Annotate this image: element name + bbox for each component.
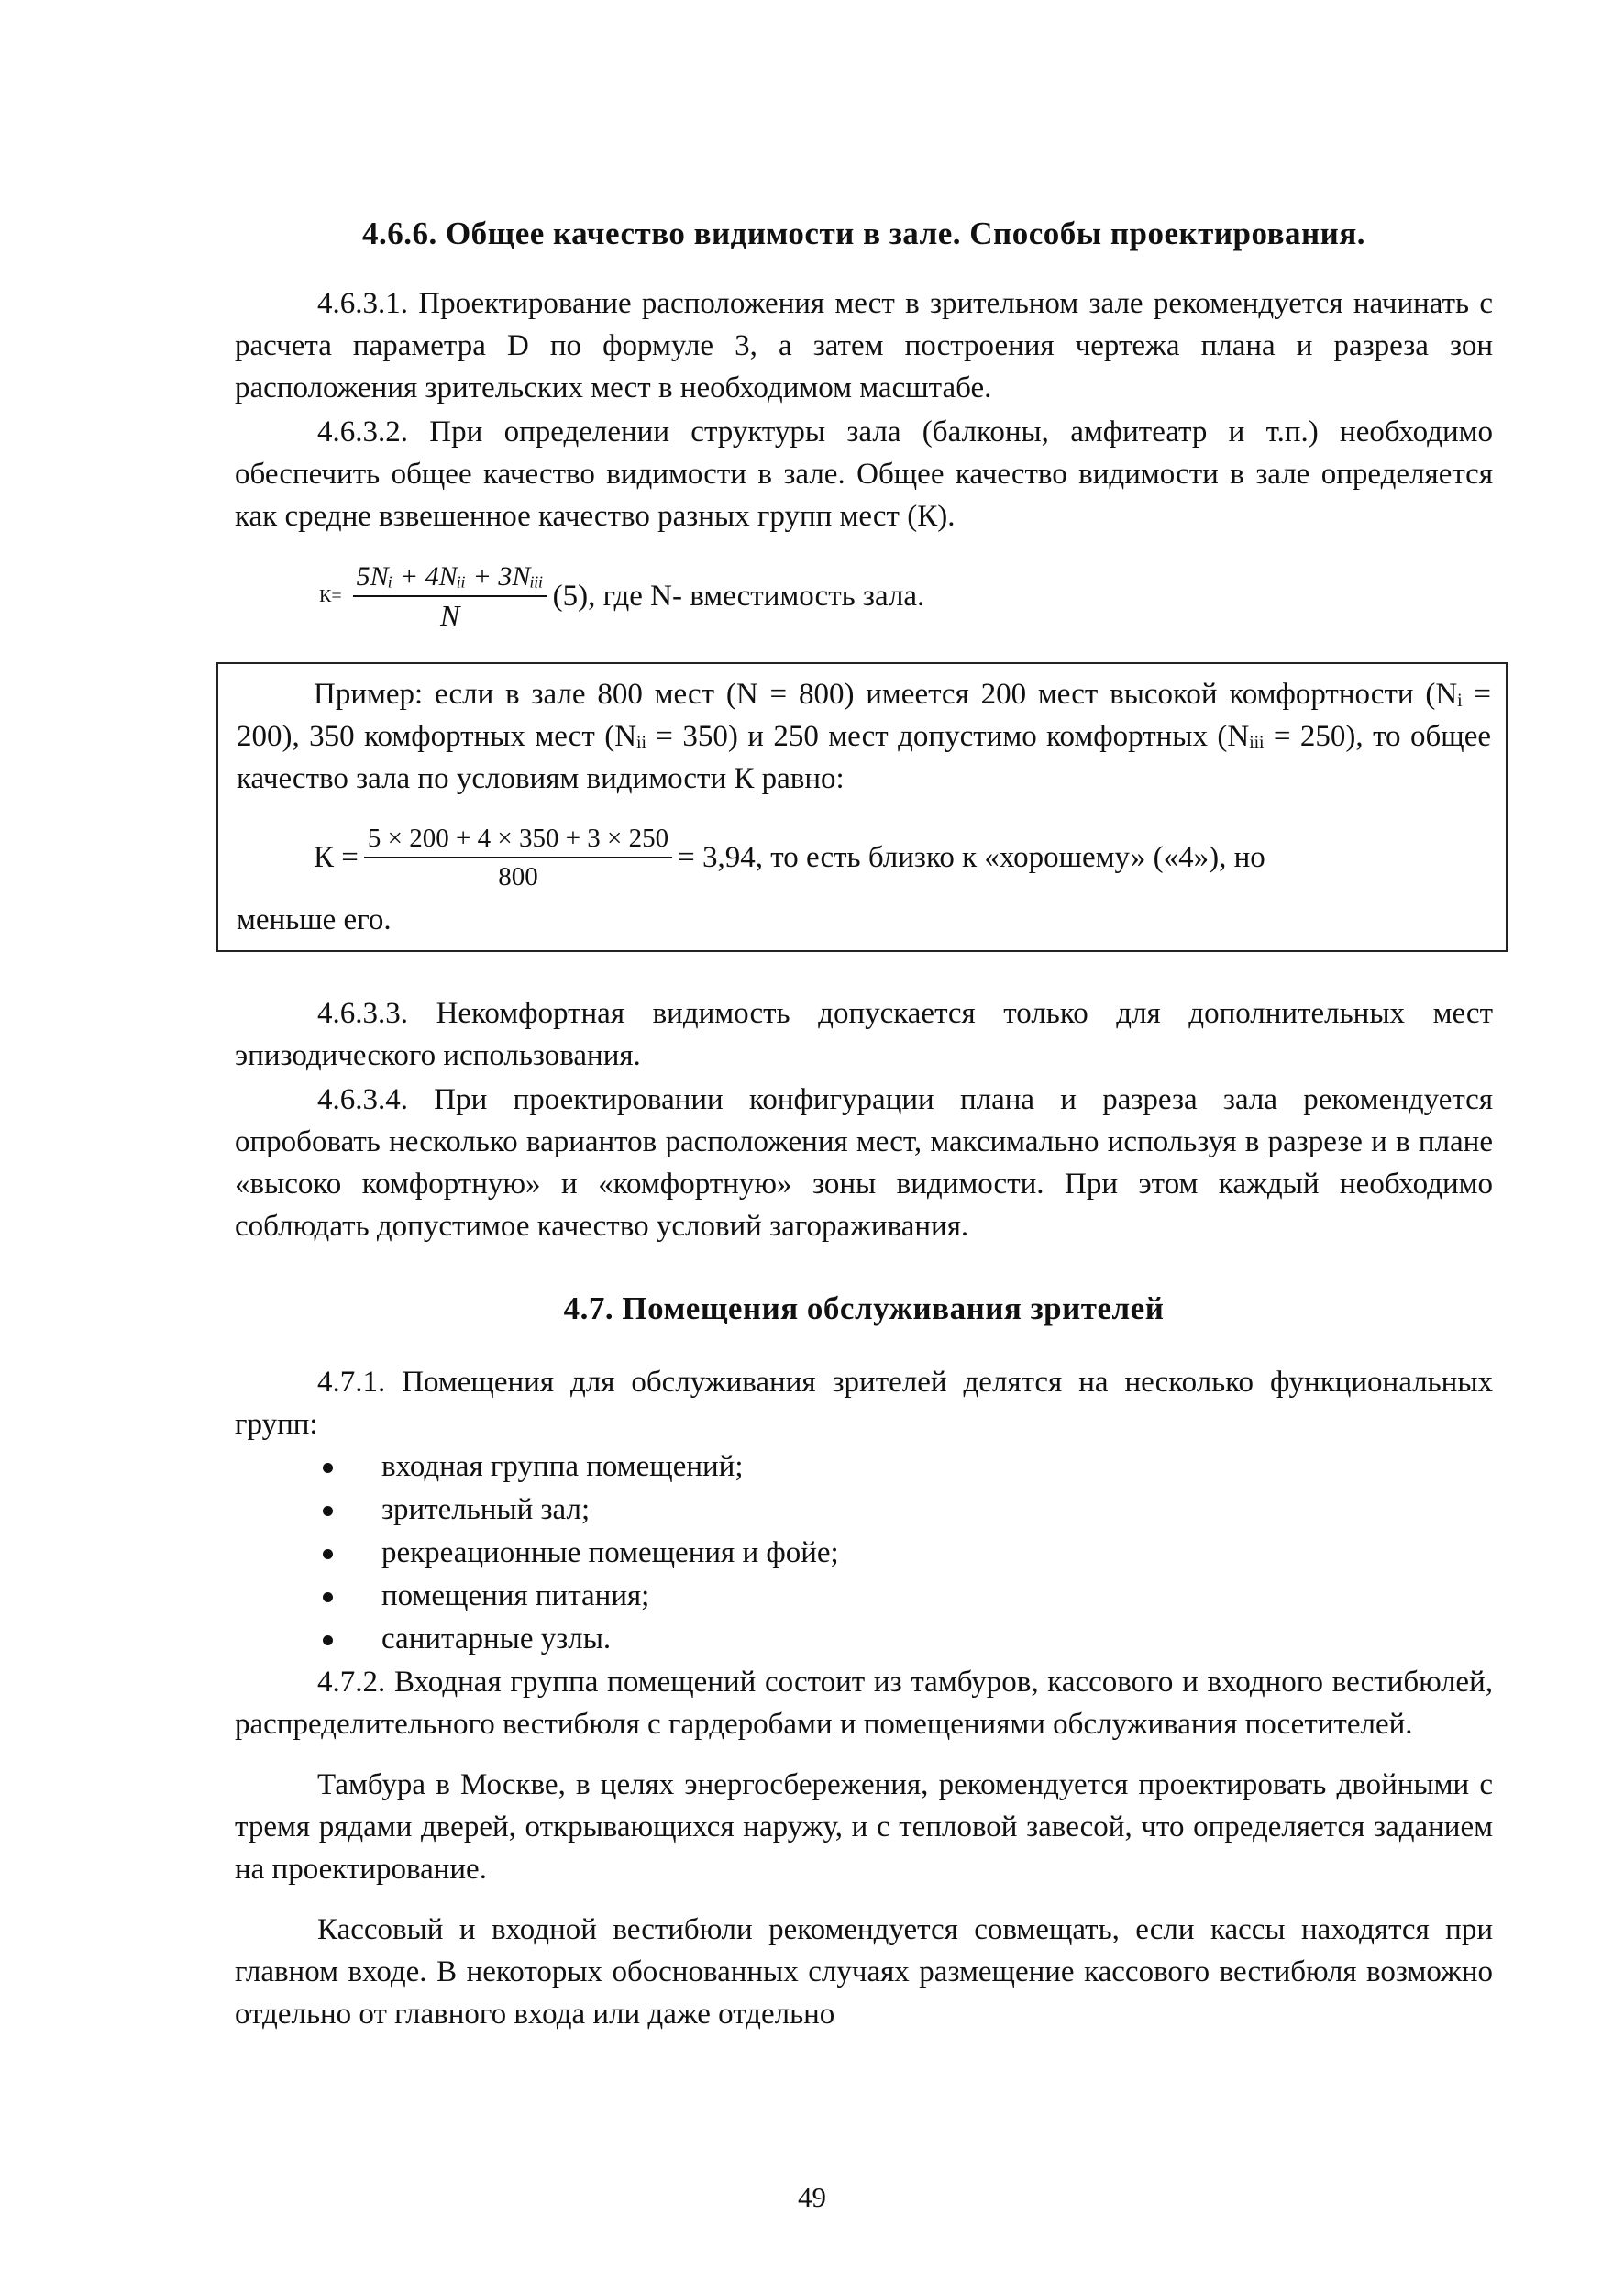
list-item [235, 1445, 1493, 1489]
list-item [235, 1575, 1493, 1618]
section2-heading: 4.7. Помещения обслуживания зрителей [563, 1290, 1165, 1326]
paragraph-tambur: Тамбура в Москве, в целях энергосбережения, рекомендуется проектировать двойными с тремя рядами дверей, открывающихся наружу, и с тепловой завесой, что определяется заданием на проектирование. [235, 1768, 1493, 1886]
paragraph-471: 4.7.1. Помещения для обслуживания зрителей делятся на несколько функциональных групп: [235, 1366, 1493, 1441]
list-item [235, 1489, 1493, 1532]
list-item [235, 1618, 1493, 1661]
list-item-text: рекреационные помещения и фойе; [381, 1536, 839, 1569]
example-result: = 3,94, то есть близко к «хорошему» («4»), но [678, 840, 1265, 874]
bullet-dot-icon [323, 1463, 333, 1473]
paragraph-kassa: Кассовый и входной вестибюли рекомендуется совмещать, если кассы находятся при главном входе. В некоторых обоснованных случаях размещение кассового вестибюля возможно отдельно от главного входа или даже отдельно [235, 1913, 1493, 2031]
formula-fraction [353, 559, 547, 634]
bullet-dot-icon [323, 1506, 333, 1516]
example-numerator: 5 × 200 + 4 × 350 + 3 × 250 [364, 820, 672, 858]
list-item-text: санитарные узлы. [381, 1622, 612, 1655]
list-item-text: входная группа помещений; [381, 1450, 744, 1483]
function-groups-list [235, 1445, 1493, 1661]
bullet-dot-icon [323, 1549, 333, 1559]
example-tail: меньше его. [237, 903, 392, 936]
list-item-text: помещения питания; [381, 1579, 650, 1612]
example-formula [314, 816, 1491, 899]
page-content [235, 213, 1493, 2035]
paragraph-472: 4.7.2. Входная группа помещений состоит из тамбуров, кассового и входного вестибюлей, распределительного вестибюля с гардеробами и помещениями обслуживания посетителей. [235, 1666, 1493, 1741]
list-item [235, 1532, 1493, 1575]
paragraph-4631: 4.6.3.1. Проектирование расположения мест в зрительном зале рекомендуется начинать с расчета параметра D по формуле 3, а затем построения чертежа плана и разреза зон расположения зрительских мест в необходимом масштабе. [235, 287, 1493, 404]
formula-denominator: N [439, 599, 460, 632]
example-text: Пример: если в зале 800 мест (N = 800) имеется 200 мест высокой комфортности (Nᵢ = 200), 350 комфортных мест (Nᵢᵢ = 350) и 250 мест допустимо комфортных (Nᵢᵢᵢ = 250), то общее качество зала по условиям видимости К равно: [237, 678, 1491, 795]
paragraph-4632: 4.6.3.2. При определении структуры зала (балконы, амфитеатр и т.п.) необходимо обеспечить общее качество видимости в зале. Общее качество видимости в зале определяется как средне взвешенное качество разных групп мест (К). [235, 415, 1493, 533]
paragraph-4634: 4.6.3.4. При проектировании конфигурации плана и разреза зала рекомендуется опробовать несколько вариантов расположения мест, максимально используя в разрезе и в плане «высоко комфортную» и «комфортную» зоны видимости. При этом каждый необходимо соблюдать допустимое качество условий загораживания. [235, 1083, 1493, 1243]
formula-numerator: 5Nᵢ + 4Nᵢᵢ + 3Nᵢᵢᵢ [353, 559, 547, 597]
formula-5 [319, 554, 1493, 638]
formula-tail: (5), где N- вместимость зала. [552, 579, 925, 613]
example-fraction [364, 820, 672, 895]
bullet-dot-icon [323, 1592, 333, 1602]
paragraph-4633: 4.6.3.3. Некомфортная видимость допускается только для дополнительных мест эпизодического использования. [235, 997, 1493, 1072]
example-box [216, 662, 1508, 952]
example-k-eq: К = [314, 840, 359, 874]
bullet-dot-icon [323, 1635, 333, 1645]
list-item-text: зрительный зал; [381, 1493, 591, 1526]
page-number: 49 [798, 2181, 826, 2213]
example-denominator: 800 [498, 862, 538, 891]
section-heading: 4.6.6. Общее качество видимости в зале. Способы проектирования. [361, 216, 1366, 251]
formula-k-label: К= [319, 585, 342, 606]
